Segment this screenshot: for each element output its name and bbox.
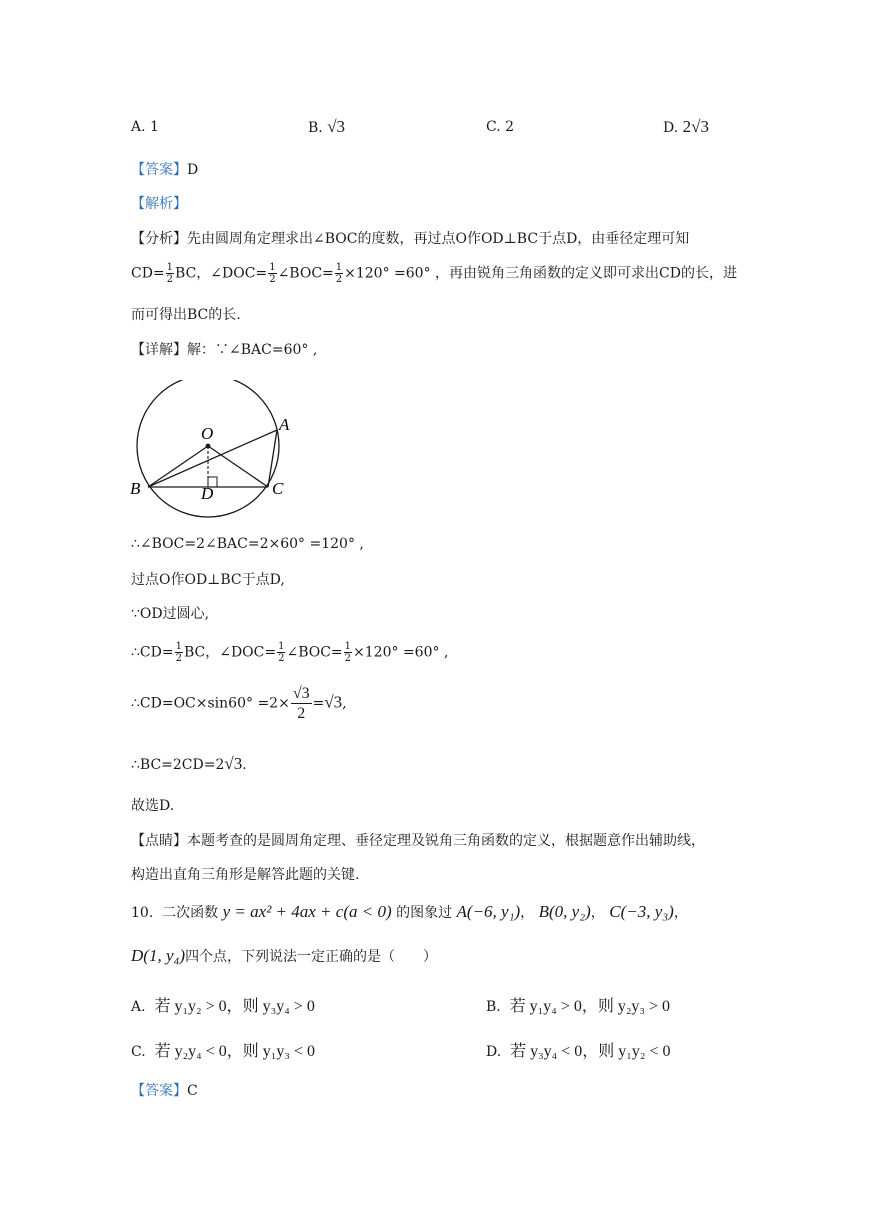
q10-number: 10. — [131, 905, 154, 921]
dianjing-label: 【点睛】 — [131, 833, 187, 849]
step-1: ∴∠BOC=2∠BAC=2×60° =120° , — [131, 536, 364, 552]
fenxi-line2: CD= $\frac{1}{2}$ BC，∠DOC= $\frac{1}{2}$ ∠BOC= $\frac{1}{2}$ ×120° =60° ，再由锐角三角函数的定义即可求出CD的长，进 — [131, 262, 737, 285]
q9-option-d: D. 2√3 — [663, 117, 709, 136]
analysis-header: 【解析】 — [131, 196, 187, 212]
q9-option-b: B. √3 — [308, 117, 346, 136]
fenxi-line1: 【分析】先由圆周角定理求出∠BOC的度数，再过点O作OD⊥BC于点D，由垂径定理可知 — [131, 231, 690, 247]
q10-option-b: B. 若 y₁y₄ > 0，则 y₂y₃ > 0 — [486, 998, 671, 1015]
step-3: ∵OD过圆心, — [131, 606, 210, 622]
fraction-sqrt3-over-2: $\frac{√3}{2}$ — [292, 685, 310, 722]
dianjing-line2: 构造出直角三角形是解答此题的关键. — [131, 867, 360, 883]
point-c: C(−3, y₃) — [609, 902, 674, 921]
answer-10 — [131, 1080, 198, 1100]
step-2: 过点O作OD⊥BC于点D, — [131, 572, 285, 588]
q10-option-c: C. 若 y₂y₄ < 0，则 y₁y₃ < 0 — [131, 1043, 315, 1060]
label-c: C — [272, 479, 284, 498]
fraction-half: $\frac{1}{2}$ — [335, 262, 343, 285]
q9-option-a: A. 1 — [131, 119, 159, 135]
point-a: A(−6, y₁) — [456, 902, 521, 921]
q10-option-a: A. 若 y₁y₂ > 0，则 y₃y₄ > 0 — [131, 998, 315, 1015]
step-4: ∴CD= $\frac{1}{2}$ BC，∠DOC= $\frac{1}{2}$ ∠BOC= $\frac{1}{2}$ ×120° =60° , — [131, 641, 449, 664]
fraction-half: $\frac{1}{2}$ — [344, 641, 352, 664]
fraction-half: $\frac{1}{2}$ — [269, 262, 276, 285]
label-o: O — [201, 424, 214, 443]
fraction-half: $\frac{1}{2}$ — [166, 262, 174, 285]
fraction-half: $\frac{1}{2}$ — [278, 641, 285, 664]
detail-label: 【详解】 — [131, 342, 187, 358]
point-b: B(0, y₂) — [538, 902, 591, 921]
label-a: A — [279, 415, 290, 434]
point-d: D(1, y₄) — [131, 946, 186, 965]
q10-function: y = ax² + 4ax + c(a < 0) — [222, 902, 392, 921]
q9-option-c: C. 2 — [486, 119, 515, 135]
answer-label: 【答案】 — [131, 1083, 187, 1099]
answer-value: C — [187, 1083, 198, 1099]
label-d: D — [201, 484, 214, 503]
center-point — [206, 444, 211, 449]
fenxi-line3: 而可得出BC的长. — [131, 307, 241, 323]
answer-value: D — [187, 162, 199, 178]
q10-line2: D(1, y₄)四个点，下列说法一定正确的是（ ） — [131, 946, 438, 965]
detail-line1: 【详解】解：∵∠BAC=60° , — [131, 342, 318, 358]
geometry-figure — [126, 380, 316, 520]
step-6: ∴BC=2CD=2√3. — [131, 754, 247, 773]
answer-label: 【答案】 — [131, 162, 187, 178]
segment-bo — [148, 446, 208, 487]
label-b: B — [130, 479, 141, 498]
fenxi-label: 【分析】 — [131, 231, 187, 247]
dianjing-line1: 【点睛】本题考查的是圆周角定理、垂径定理及锐角三角函数的定义，根据题意作出辅助线， — [131, 833, 705, 849]
fraction-half: $\frac{1}{2}$ — [175, 641, 182, 664]
answer-9 — [131, 159, 198, 179]
step-5: ∴CD=OC×sin60° =2× $\frac{√3}{2}$ =√3, — [131, 685, 347, 722]
q10-option-d: D. 若 y₃y₄ < 0，则 y₁y₂ < 0 — [486, 1043, 671, 1060]
q10-line1: 10. 二次函数 y = ax² + 4ax + c(a < 0) 的图象过 A(−6, y₁)， B(0, y₂)， C(−3, y₃)， — [131, 902, 688, 921]
step-7: 故选D. — [131, 798, 175, 814]
